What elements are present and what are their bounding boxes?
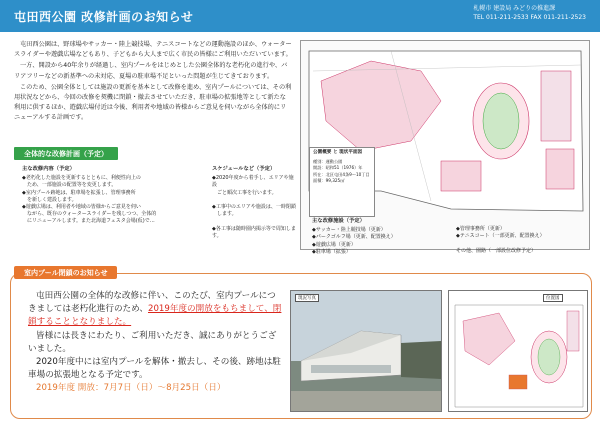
org-name: 札幌市 建設局 みどりの推進課 bbox=[473, 5, 556, 12]
notice-line-1: 屯田西公園の全体的な改修に伴い、このたび、室内プールにつきましては老朽化進行のため、 bbox=[28, 291, 276, 315]
schedule-line: ◆2020年度から着手し、エリアや施設 bbox=[212, 175, 294, 189]
plan-line: ◆室内プール跡地は、駐車場を拡張し、管理事務所 bbox=[22, 189, 136, 196]
park-info-title: 公園概要 と 現状平面図 bbox=[313, 150, 363, 155]
main-facilities-title: 主な改修施設（予定） bbox=[312, 218, 365, 224]
other-facilities bbox=[456, 226, 592, 255]
pool-building-image bbox=[291, 291, 442, 412]
schedule-line: ごと順次工事を行います。 bbox=[212, 189, 277, 196]
photo-label: 現況写真 bbox=[295, 294, 319, 302]
notice-open-dates: 2019年度 開放：7月7日（日）～8月25日（日） bbox=[36, 383, 226, 394]
notice-closure-highlight: 2019年度の開放をもちまして、閉鎖することとなりました。 bbox=[28, 304, 282, 328]
page-header bbox=[0, 0, 600, 32]
plan-line: ◆遊戯広場は、利用者や地域の皆様からご意見を伺い bbox=[22, 204, 141, 211]
page-title: 屯田西公園 改修計画のお知らせ bbox=[14, 10, 194, 24]
facility-item: ◆テニスコート（一部更新、配置換え） bbox=[456, 233, 545, 240]
facility-item: ◆パークゴルフ場（更新、配置換え） bbox=[312, 234, 396, 241]
intro-text bbox=[14, 40, 292, 125]
facility-item: その他、園路（一部設位改修予定） bbox=[456, 247, 537, 254]
notice-paragraph-1 bbox=[28, 290, 284, 330]
schedule-line: ◆各工事は随時園内掲示等で周知します。 bbox=[212, 225, 296, 239]
schedule-line: します。 bbox=[212, 211, 237, 218]
plan-line: にリニューアルします。また北海道フェスタ会場(仮)で… bbox=[22, 218, 155, 225]
facility-item bbox=[456, 240, 592, 247]
park-info-line: 所在：北区屯田4条9～10丁目 bbox=[313, 171, 370, 177]
overview-section-title: 全体的な改修計画（予定） bbox=[14, 147, 118, 160]
schedule bbox=[212, 166, 298, 240]
facility-item: ◆駐車場（拡張） bbox=[312, 248, 351, 255]
pool-photo bbox=[290, 290, 442, 412]
schedule-line bbox=[212, 218, 298, 225]
park-info-line: 種別：運動公園 bbox=[313, 158, 343, 164]
plan-contents-title: 主な改修内容（予定） bbox=[22, 166, 75, 172]
contact-info bbox=[473, 4, 586, 22]
facility-item: ◆管理事務所（更新） bbox=[456, 226, 505, 232]
plan-line: ため、一部施設の配置等を変更します。 bbox=[22, 182, 117, 189]
facility-item: ◆遊戯広場（更新） bbox=[312, 241, 356, 248]
org-contact: TEL 011-211-2533 FAX 011-211-2523 bbox=[473, 14, 586, 21]
park-info-line: 開設：昭和51（1976）年 bbox=[313, 165, 363, 171]
main-facilities bbox=[312, 218, 452, 256]
schedule-line: ◆工事中のエリアや施設は、一時閉鎖 bbox=[212, 204, 296, 211]
plan-label: 位置図 bbox=[543, 294, 563, 302]
notice-paragraph-2: 皆様には長きにわたり、ご利用いただき、誠にありがとうございました。 bbox=[28, 330, 277, 354]
plan-line: ◆老朽化した施設を更新するとともに、利便性向上の bbox=[22, 175, 141, 182]
intro-paragraph-3: このため、公園全体としては施設の更新を基本として改修を進め、室内プールについては、その利用状況などから、今回の改修を契機に閉鎖・撤去させていただき、駐車場の拡張地等として新たな利用に供するほか、遊戯広場付近は今後、利用者や地域の皆様からご意見を伺いながら全体的にリニューアルする計画です。 bbox=[14, 83, 292, 122]
notice-paragraph-3: 2020年度中には室内プールを解体・撤去し、その後、跡地は駐車場の拡張地となる予定です。 bbox=[28, 357, 281, 381]
notice-body bbox=[28, 290, 284, 396]
notice-title: 室内プール閉鎖のお知らせ bbox=[14, 266, 117, 279]
schedule-line bbox=[212, 197, 298, 204]
park-info-box bbox=[309, 147, 375, 217]
plan-line: を新しく建設します。 bbox=[22, 196, 77, 203]
park-info-line: 面積：99,325㎡ bbox=[313, 178, 345, 184]
plan-line: ながら、既存のウォータースライダーを残しつつ、全体的 bbox=[22, 211, 157, 218]
plan-contents bbox=[22, 166, 202, 226]
facility-item: ◆サッカー・陸上競技場（更新） bbox=[312, 227, 386, 234]
location-plan-drawing bbox=[449, 291, 588, 412]
intro-paragraph-1: 屯田西公園は、野球場やサッカー・陸上競技場、テニスコートなどの運動施設のほか、ウォータースライダーや遊戯広場などもあり、子どもから大人まで広く市民の皆様にご利用いただいています。 bbox=[14, 41, 292, 59]
schedule-title: スケジュールなど（予定） bbox=[212, 166, 276, 172]
intro-paragraph-2: 一方、開設から40年余りが経過し、室内プールをはじめとした公園全体的な老朽化の進行や、バリアフリーなどの新基準への未対応、夏場の駐車場不足といった問題が生じてきております。 bbox=[14, 62, 288, 80]
location-plan bbox=[448, 290, 588, 412]
